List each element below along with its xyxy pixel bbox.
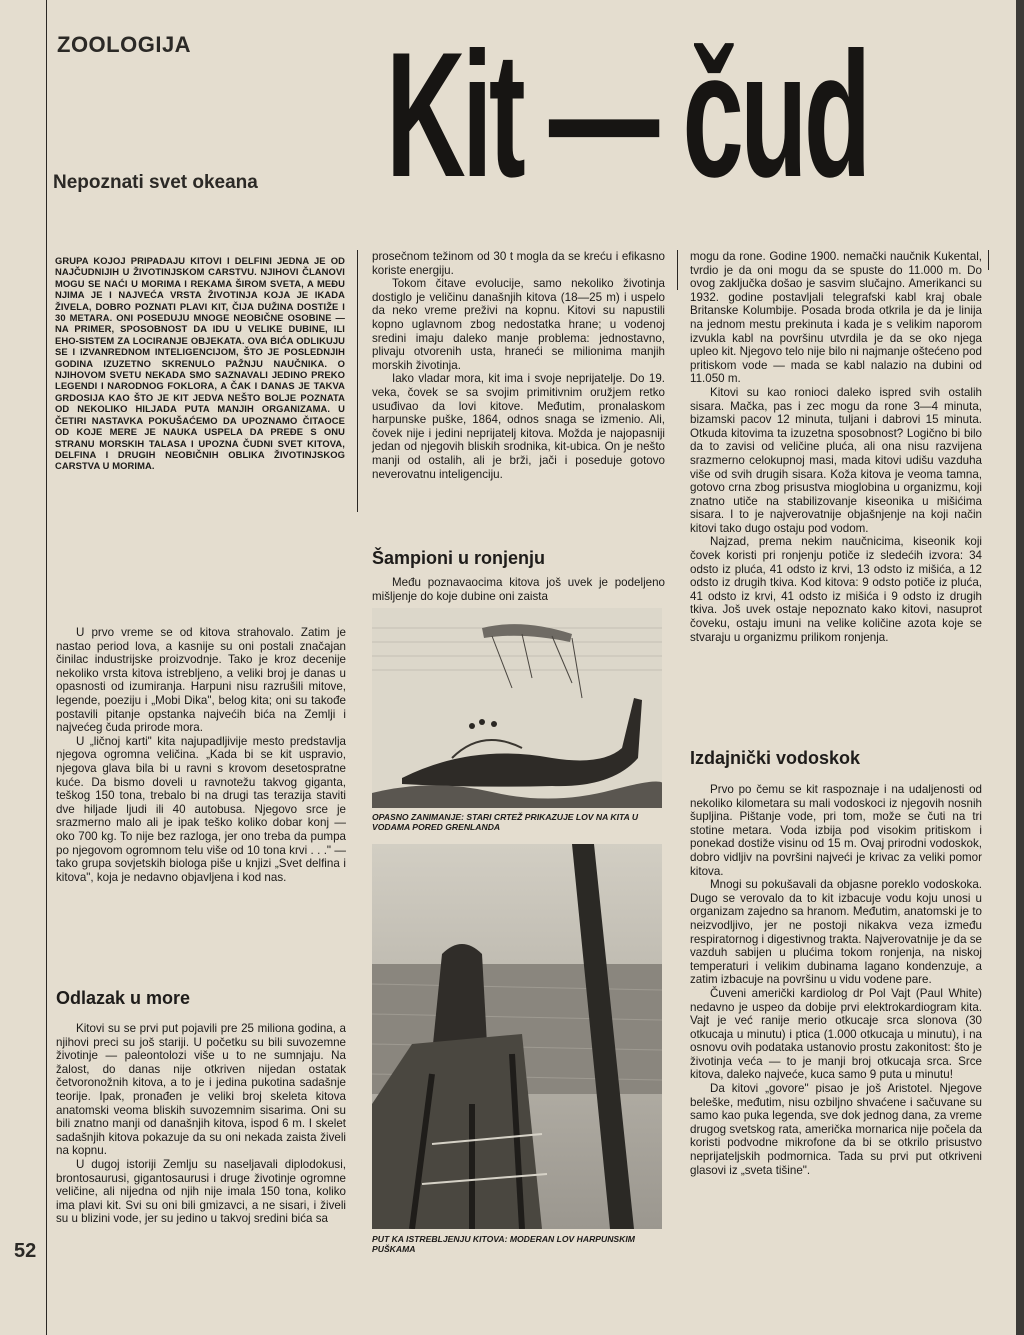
caption-engraving: OPASNO ZANIMANJE: STARI CRTEŽ PRIKAZUJE LOV NA KITA U VODAMA PORED GRENLANDA xyxy=(372,812,639,833)
column-2-intro xyxy=(372,576,665,603)
article-subtitle: Nepoznati svet okeana xyxy=(53,172,258,193)
paragraph: Prvo po čemu se kit raspoznaje i na udaljenosti od nekoliko kilometara su mali vodoskoci iz njegovih nosnih šupljina. Pištanje vode, pri tom, može se čuti na tri stotine metara. Voda izbija pod visokim pritiskom i ponekad dostiže visinu od 15 m. Ovaj prirodni vodoskok, dobro vidljiv na površini najveći je krivac za veliki pomor kitova. xyxy=(690,783,982,878)
section-label: ZOOLOGIJA xyxy=(57,32,192,57)
whaling-engraving-image xyxy=(372,608,662,808)
paragraph: Mnogi su pokušavali da objasne poreklo vodoskoka. Dugo se verovalo da to kit izbacuje vodu koju unosi u organizam zajedno sa hranom. Međutim, anatomski je to neizvodljivo, jer ne postoji nikakva veza između respiratornog i digestivnog trakta. Najverovatnije je da se vazduh sabijen u plućima tokom ronjenja, na niskoj temperaturi i velikim dubinama lagano kondenzuje, a zatim izbacuje na površinu u vidu vodene pare. xyxy=(690,878,982,987)
column-rule-2 xyxy=(677,250,678,290)
paragraph: Kitovi su se prvi put pojavili pre 25 miliona godina, a njihovi preci su još stariji. U početku su bili suvozemne životinje — paleontolozi više u to ne sumnjaju. Na žalost, do danas nije otkriven nijedan ostatak četvoronožnih kitova, a to je i jedina pukotina sadašnje teorije. Ipak, pronađen je veliki broj skeleta kitova anatomski veoma bliskih suvozemnim sisarima. Oni su bili znatno manji od današnjih kitova, ispod 6 m. I skelet sadašnjih kitova pokazuje da su oni nekada zaista živeli na kopnu. xyxy=(56,1022,346,1158)
paragraph: mogu da rone. Godine 1900. nemački naučnik Kukental, tvrdio je da oni mogu da se spuste do 11.000 m. Do ovog zaključka došao je sasvim slučajno. Amerikanci su 1932. godine postavljali telegrafski kabl kraj obale Britanske Kolumbije. Posada broda otkrila je da je linija na jednom mestu prekinuta i kada je s velikim naporom izvukla kabl na površinu utvrdila je da se oko njega upleo kit. Njegovo telo nije bilo ni najmanje oštećeno pod pritiskom vode — mada se kabl nalazio na dubini od 11.050 m. xyxy=(690,250,982,386)
left-margin-rule xyxy=(46,0,47,1335)
harpoon-photo-image xyxy=(372,844,662,1229)
page-edge-shadow xyxy=(1016,0,1024,1335)
paragraph: Najzad, prema nekim naučnicima, kiseonik koji čovek koristi pri ronjenju potiče iz sledećih izvora: 34 odsto iz pluća, 41 odsto iz krvi, 13 odsto iz mišića, a 12 odsto iz drugih tkiva. Kod kitova: 9 odsto potiče iz pluća, 41 odsto iz krvi, 41 odsto iz mišića i 9 odsto iz drugih tkiva. Još uvek ostaje nepoznato kako kitovi, nasuprot čoveku, ostaju imuni na velike količine azota koje se stvaraju u organizmu prilikom ronjenja. xyxy=(690,535,982,644)
lead-paragraph: GRUPA KOJOJ PRIPADAJU KITOVI I DELFINI JEDNA JE OD NAJČUDNIJIH U ŽIVOTINJSKOM CARSTVU. NJIHOVI ČLANOVI MOGU SE NAĆI U MORIMA I REKAMA ŠIROM SVETA, A MEĐU NJIMA JE I NAJVEĆA VRSTA ŽIVOTINJA KOJA JE IKADA ŽIVELA, DOBRO POZNATI PLAVI KIT, ČIJA DUŽINA DOSTIŽE I 30 METARA. ONI POSEDUJU MNOGE NEOBIČNE OSOBINE — NA PRIMER, SPOSOBNOST DA IDU U VELIKE DUBINE, ILI EHO-SISTEM ZA LOCIRANJE OBJEKATA. OVA BIĆA ODLIKUJU SE I IZVANREDNOM INTELIGENCIJOM, ŠTO JE POSLEDNJIH GODINA IZUZETNO SKRENULO PAŽNJU NAUČNIKA. O NJIHOVOM SVETU NEKADA SMO SAZNAVALI JEDINO PREKO LEGENDI I NARODNOG FOKLORA, A ČAK I DANAS JE TAKVA GRDOSIJA KAO ŠTO JE KIT JEDVA NEŠTO BOLJE POZNATA OD NEKOLIKO HILJADA PUTA MANJIH ORGANIZAMA. U ČETIRI NASTAVKA POKUŠAĆEMO DA UPOZNAMO ČITAOCE OD KOJE MERE JE NAUKA USPELA DA PREĐE S ONU STRANU MORSKIH TALASA I UPOZNA ČUDNI SVET KITOVA, DELFINA I DRUGIH NEOBIČNIH OBLIKA ŽIVOTINJSKOG CARSTVA U MORIMA. xyxy=(55,255,345,472)
heading-odlazak-u-more: Odlazak u more xyxy=(56,988,191,1008)
column-rule-3 xyxy=(988,250,989,270)
paragraph: U „ličnoj karti" kita najupadljivije mesto predstavlja njegova ogromna veličina. „Kada bi se kit uspravio, njegova glava bila bi u ravni s krovom desetospratne kuće. Da bismo doveli u ravnotežu takvog giganta, teškog 150 tona, trebalo bi na drugi tas terazija staviti dve hiljade ljudi ili 40 autobusa. Njegovo srce je srazmerno malo ali je ipak teško koliko dobar konj — oko 700 kg. To nije bez razloga, jer ono treba da pumpa po njegovom ogromnom telu više od 10 tona krvi . . ." — tako grupa sovjetskih biologa piše u knjizi „Svet delfina i kitova", koja je nedavno objavljena i kod nas. xyxy=(56,734,346,884)
paragraph: Među poznavaocima kitova još uvek je podeljeno mišljenje do koje dubine oni zaista xyxy=(372,576,665,603)
paragraph: Čuveni američki kardiolog dr Pol Vajt (Paul White) nedavno je uspeo da dobije prvi elektrokardiogram kita. Vajt je već ranije merio otkucaje srca slonova (30 otkucaja u minutu) i ptica (1.000 otkucaja u minutu), i na osnovu ovih podataka ustanovio prostu zakonitost: što je životinja veća — to je manji broj otkucaja srca. Srce kitova, daleko najveće, kuca samo 9 puta u minutu! xyxy=(690,986,982,1082)
column-3-top xyxy=(690,250,982,644)
column-rule-1 xyxy=(357,250,358,512)
column-3-bottom xyxy=(690,783,982,1177)
paragraph: prosečnom težinom od 30 t mogla da se kreću i efikasno koriste energiju. xyxy=(372,250,665,277)
paragraph: Tokom čitave evolucije, samo nekoliko životinja dostiglo je veličinu današnjih kitova (18—25 m) i uspelo da neko vreme preživi na kopnu. Kitovi su napustili kopno uglavnom zbog nedostatka hrane; u vodenoj sredini imaju daleko manje problema: jednostavno, plivaju otvorenih usta, hraneći se milionima manjih morskih životinja. xyxy=(372,277,665,372)
column-1-top xyxy=(56,626,346,884)
caption-harpoon: PUT KA ISTREBLJENJU KITOVA: MODERAN LOV HARPUNSKIM PUŠKAMA xyxy=(372,1234,635,1255)
column-1-bottom xyxy=(56,1022,346,1226)
harpoon-photo xyxy=(372,844,662,1229)
column-2-top xyxy=(372,250,665,481)
engraving-illustration xyxy=(372,608,662,808)
heading-izdajnicki-vodoskok: Izdajnički vodoskok xyxy=(690,748,861,768)
article-title: Kit — čud xyxy=(386,15,868,214)
page-number: 52 xyxy=(14,1240,37,1262)
paragraph: U prvo vreme se od kitova strahovalo. Zatim je nastao period lova, a kasnije su oni postali značajan činilac industrijske proizvodnje. Tako je kroz decenije nekoliko vrsta kitova istrebljeno, a veliki broj je danas u opasnosti od izumiranja. Harpuni nisu razrušili mitove, legende, poeziju i „Mobi Dika", belog kita; oni su takođe postavili pitanje opstanka najvećih bića na Zemlji i najvećeg čuda prirode mora. xyxy=(56,626,346,735)
paragraph: Iako vladar mora, kit ima i svoje neprijatelje. Do 19. veka, čovek se sa svojim primitivnim oružjem retko usuđivao da lovi kitove. Međutim, pronalaskom harpunske puške, 1864, odnos snaga se izmenio. Ali, čovek nije i jedini neprijatelj kitova. Možda je najopasniji jedan od njegovih bliskih srodnika, kit-ubica. On je nešto manji od ostalih, ali je brži, jači i poseduje gotovo neverovatnu inteligenciju. xyxy=(372,372,665,481)
paragraph: Kitovi su kao ronioci daleko ispred svih ostalih sisara. Mačka, pas i zec mogu da rone 3—4 minuta, bizamski pacov 12 minuta, tuljani i dabrovi 15 minuta. Otkuda kitovima ta izuzetna sposobnost? Logično bi bilo da to zavisi od veličine pluća, ali ona nisu razvijena srazmerno celokupnoj masi, mada kitovi udišu vazduha više od svih drugih sisara. Koža kitova je veoma tamna, gotovo crna zbog prisustva mioglobina u organizmu, koji znatno utiče na stabilizovanje kiseonika u mišićima sisara. I to je najverovatnije objašnjenje na koji način kitovi tako dugo ostaju pod vodom. xyxy=(690,385,982,535)
paragraph: U dugoj istoriji Zemlju su naseljavali diplodokusi, brontosaurusi, gigantosaurusi i druge životinje ogromne veličine, ali nijedna od njih nije imala 150 tona, koliko ima plavi kit. Svi su oni bili gmizavci, a ne sisari, i živeli su u blizini vode, jer su jedino u takvoj sredini bića sa xyxy=(56,1157,346,1226)
heading-sampioni-u-ronjenju: Šampioni u ronjenju xyxy=(372,548,546,568)
paragraph: Da kitovi „govore" pisao je još Aristotel. Njegove beleške, međutim, nisu ozbiljno shvaćene i sačuvane su samo kao puka legenda, sve dok jednog dana, za vreme drugog svetskog rata, američka mornarica nije počela da koristi podvodne mikrofone da bi se otkrilo prisustvo neprijateljskih podmornica. Tada su prvi put otkriveni glasovi iz „sveta tišine". xyxy=(690,1082,982,1177)
